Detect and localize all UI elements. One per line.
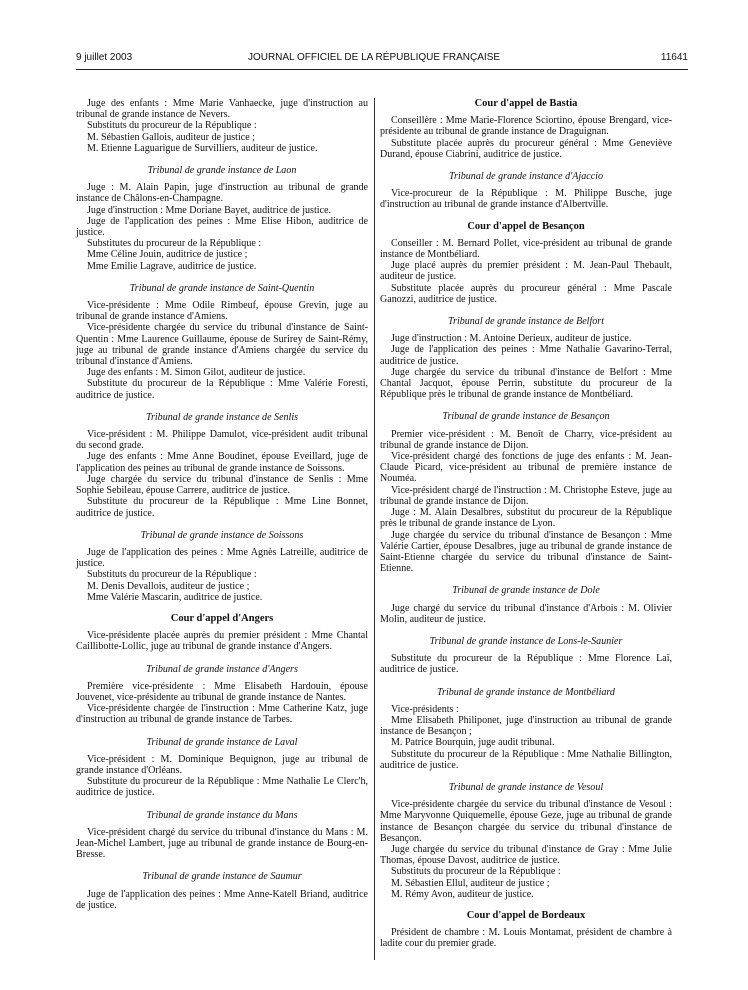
appointment-paragraph: Juge chargée du service du tribunal d'instance de Belfort : Mme Chantal Jacquot, épouse Perrin, substitute du procureur de la République près le tribunal de grande instance de Montbéliard.	[380, 366, 672, 401]
appointment-paragraph: M. Sébastien Ellul, auditeur de justice ;	[391, 877, 550, 889]
appointment-paragraph: Vice-présidente chargée du service du tribunal d'instance de Vesoul : Mme Maryvonne Quiquemelle, épouse Geze, juge au tribunal de grande instance de Besançon chargée du service du tribunal d'instance de Besançon.	[380, 799, 672, 844]
header-rule	[76, 69, 688, 70]
appointment-paragraph: Vice-procureur de la République : M. Philippe Busche, juge d'instruction au tribunal de grande instance d'Albertville.	[380, 188, 672, 211]
appointment-paragraph: Substitute placée auprès du procureur général : Mme Pascale Ganozzi, auditrice de justice.	[380, 282, 672, 305]
column-divider	[374, 98, 375, 960]
tribunal-heading: Tribunal de grande instance de Besançon	[442, 411, 610, 423]
page-header	[0, 52, 748, 68]
tribunal-heading: Tribunal de grande instance de Senlis	[145, 411, 299, 423]
appointment-paragraph: M. Denis Devallois, auditeur de justice ;	[87, 580, 250, 592]
appointment-paragraph: Juge de l'application des peines : Mme Elise Hibon, auditrice de justice.	[76, 215, 368, 239]
appointment-paragraph: Juge : M. Alain Papin, juge d'instruction au tribunal de grande instance de Châlons-en-Champagne.	[76, 182, 368, 205]
court-heading: Cour d'appel d'Angers	[170, 612, 274, 624]
appointment-paragraph: Vice-présidents :	[391, 703, 459, 715]
tribunal-heading: Tribunal de grande instance de Laval	[146, 736, 298, 748]
appointment-paragraph: Juge placé auprès du premier président : M. Jean-Paul Thebault, auditeur de justice.	[380, 260, 672, 283]
appointment-paragraph: Mme Elisabeth Philiponet, juge d'instruction au tribunal de grande instance de Besançon ;	[380, 714, 672, 738]
appointment-paragraph: Substituts du procureur de la République :	[391, 866, 561, 878]
tribunal-heading: Tribunal de grande instance de Soissons	[140, 529, 304, 541]
appointment-paragraph: Juge : M. Alain Desalbres, substitut du procureur de la République près le tribunal de grande instance de Lyon.	[380, 507, 672, 530]
appointment-paragraph: Mme Valérie Mascarin, auditrice de justice.	[87, 591, 263, 603]
appointment-paragraph: Juge de l'application des peines : Mme Anne-Katell Briand, auditrice de justice.	[76, 888, 368, 911]
appointment-paragraph: Conseillère : Mme Marie-Florence Sciortino, épouse Brengard, vice-présidente au tribunal de grande instance de Draguignan.	[380, 115, 672, 138]
appointment-paragraph: Vice-présidente : Mme Odile Rimbeuf, épouse Grevin, juge au tribunal de grande instance d'Amiens.	[76, 300, 368, 323]
tribunal-heading: Tribunal de grande instance de Dole	[452, 585, 600, 597]
appointment-paragraph: Substitutes du procureur de la République :	[87, 238, 262, 250]
court-heading: Cour d'appel de Bordeaux	[466, 909, 586, 921]
appointment-paragraph: Vice-présidente chargée de l'instruction : Mme Catherine Katz, juge d'instruction au tribunal de grande instance de Tarbes.	[76, 703, 368, 726]
appointment-paragraph: Juge de l'application des peines : Mme Agnès Latreille, auditrice de justice.	[76, 546, 368, 570]
appointment-paragraph: Substituts du procureur de la République :	[87, 569, 257, 581]
appointment-paragraph: M. Etienne Laguarigue de Survilliers, auditeur de justice.	[87, 142, 318, 154]
appointment-paragraph: Premier vice-président : M. Benoît de Charry, vice-président au tribunal de grande instance de Dijon.	[380, 428, 672, 451]
tribunal-heading: Tribunal de grande instance de Vesoul	[448, 781, 604, 793]
appointment-paragraph: Juge des enfants : Mme Marie Vanhaecke, juge d'instruction au tribunal de grande instance de Nevers.	[76, 98, 368, 121]
appointment-paragraph: Substitute du procureur de la République : Mme Nathalie Le Clerc'h, auditrice de justice.	[76, 776, 368, 799]
appointment-paragraph: Juge chargée du service du tribunal d'instance de Gray : Mme Julie Thomas, épouse Davost, auditrice de justice.	[380, 843, 672, 867]
appointment-paragraph: Vice-président : M. Philippe Damulot, vice-président audit tribunal du second grade.	[76, 429, 368, 452]
appointment-paragraph: Substitute du procureur de la République : Mme Line Bonnet, auditrice de justice.	[76, 496, 368, 519]
court-heading: Cour d'appel de Besançon	[467, 220, 585, 232]
right-column	[380, 98, 672, 950]
appointment-paragraph: Vice-président chargé de l'instruction : M. Christophe Esteve, juge au tribunal de grande instance de Dijon.	[380, 484, 672, 507]
appointment-paragraph: M. Rémy Avon, auditeur de justice.	[391, 888, 534, 900]
tribunal-heading: Tribunal de grande instance du Mans	[146, 809, 298, 821]
appointment-paragraph: Juge chargé du service du tribunal d'instance d'Arbois : M. Olivier Molin, auditeur de justice.	[380, 602, 672, 625]
header-page-number: 11641	[660, 52, 688, 63]
appointment-paragraph: Substitute du procureur de la République : Mme Valérie Foresti, auditrice de justice.	[76, 378, 368, 401]
appointment-paragraph: Vice-président chargé des fonctions de juge des enfants : M. Jean-Claude Picard, vice-président au tribunal de première instance de Nouméa.	[380, 451, 672, 485]
appointment-paragraph: Vice-président : M. Dominique Bequignon, juge au tribunal de grande instance d'Orléans.	[76, 753, 368, 776]
appointment-paragraph: Mme Céline Jouin, auditrice de justice ;	[87, 249, 248, 261]
appointment-paragraph: Juge de l'application des peines : Mme Nathalie Gavarino-Terral, auditrice de justice.	[380, 344, 672, 367]
appointment-paragraph: Substitute placée auprès du procureur général : Mme Geneviève Durand, épouse Ciabrini, auditrice de justice.	[380, 137, 672, 160]
appointment-paragraph: Juge chargée du service du tribunal d'instance de Senlis : Mme Sophie Sebileau, épouse Carrere, auditrice de justice.	[76, 473, 368, 497]
left-column	[76, 98, 368, 911]
appointment-paragraph: Substituts du procureur de la République :	[87, 120, 257, 132]
appointment-paragraph: Première vice-présidente : Mme Elisabeth Hardouin, épouse Jouvenet, vice-présidente au tribunal de grande instance de Nantes.	[76, 680, 368, 703]
appointment-paragraph: Juge d'instruction : Mme Doriane Bayet, auditrice de justice.	[87, 204, 331, 216]
appointment-paragraph: Substitute du procureur de la République : Mme Nathalie Billington, auditrice de justice.	[380, 748, 672, 771]
header-date: 9 juillet 2003	[76, 52, 133, 63]
appointment-paragraph: Mme Emilie Lagrave, auditrice de justice.	[87, 260, 257, 272]
tribunal-heading: Tribunal de grande instance d'Ajaccio	[449, 171, 603, 183]
header-title: JOURNAL OFFICIEL DE LA RÉPUBLIQUE FRANÇAISE	[247, 52, 501, 63]
appointment-paragraph: Juge des enfants : M. Simon Gilot, auditeur de justice.	[87, 367, 306, 379]
appointment-paragraph: Président de chambre : M. Louis Montamat, président de chambre à ladite cour du premier grade.	[380, 927, 672, 950]
appointment-paragraph: Vice-présidente placée auprès du premier président : Mme Chantal Caillibotte-Lollic, juge au tribunal de grande instance d'Angers.	[76, 630, 368, 653]
tribunal-heading: Tribunal de grande instance de Belfort	[448, 316, 604, 328]
court-heading: Cour d'appel de Bastia	[474, 98, 578, 109]
appointment-paragraph: M. Patrice Bourquin, juge audit tribunal.	[391, 737, 555, 749]
appointment-paragraph: Juge des enfants : Mme Anne Boudinet, épouse Eveillard, juge de l'application des peines au tribunal de grande instance de Soissons.	[76, 451, 368, 474]
appointment-paragraph: Juge chargée du service du tribunal d'instance de Besançon : Mme Valérie Cartier, épouse Desalbres, juge au tribunal de grande instance de Saint-Etienne chargée du service du tribunal d'instance de Saint-Etienne.	[380, 529, 672, 575]
appointment-paragraph: M. Sébastien Gallois, auditeur de justice ;	[87, 131, 255, 143]
appointment-paragraph: Vice-président chargé du service du tribunal d'instance du Mans : M. Jean-Michel Lambert, juge au tribunal de grande instance de Bourg-en-Bresse.	[76, 826, 368, 861]
appointment-paragraph: Vice-présidente chargée du service du tribunal d'instance de Saint-Quentin : Mme Laurence Guillaume, épouse de Surirey de Saint-Rémy, juge au tribunal de grande instance d'Amiens chargée du service du tribunal d'instance d'Amiens.	[76, 322, 368, 368]
tribunal-heading: Tribunal de grande instance de Saumur	[142, 871, 302, 883]
tribunal-heading: Tribunal de grande instance de Lons-le-Saunier	[429, 635, 623, 647]
appointment-paragraph: Substitute du procureur de la République : Mme Florence Laï, auditrice de justice.	[380, 653, 672, 676]
tribunal-heading: Tribunal de grande instance de Laon	[147, 165, 297, 177]
tribunal-heading: Tribunal de grande instance de Montbéliard	[437, 686, 615, 698]
appointment-paragraph: Juge d'instruction : M. Antoine Derieux, auditeur de justice.	[391, 333, 632, 345]
appointment-paragraph: Conseiller : M. Bernard Pollet, vice-président au tribunal de grande instance de Montbéliard.	[380, 237, 672, 261]
tribunal-heading: Tribunal de grande instance d'Angers	[146, 663, 298, 675]
tribunal-heading: Tribunal de grande instance de Saint-Quentin	[129, 282, 315, 294]
